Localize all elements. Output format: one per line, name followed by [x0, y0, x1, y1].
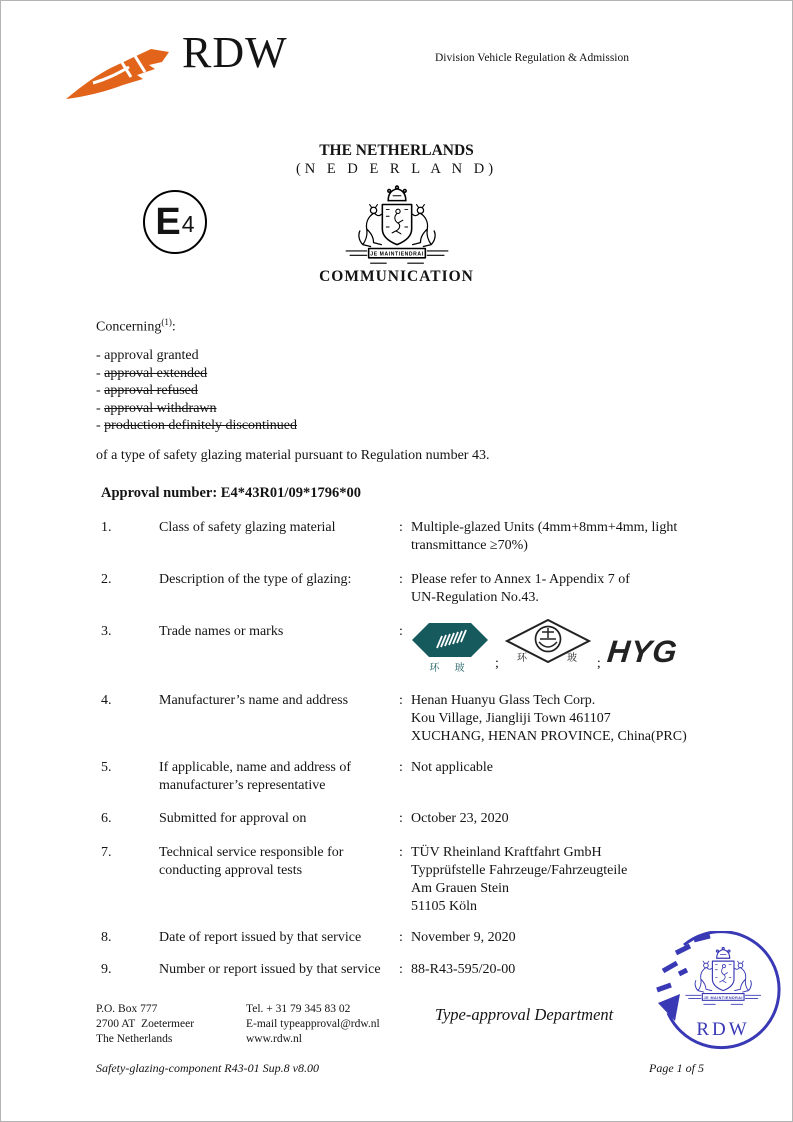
item-colon: :: [399, 845, 403, 860]
item-value-line: Not applicable: [411, 760, 494, 775]
item-number: 8.: [101, 930, 112, 945]
item-label-line: manufacturer’s representative: [159, 778, 326, 793]
item-label-line: If applicable, name and address of: [159, 760, 352, 775]
document-reference: Safety-glazing-component R43-01 Sup.8 v8.00: [96, 1061, 319, 1075]
e4-approval-mark: [143, 190, 207, 254]
item-row-submitted: [101, 810, 762, 828]
logo-separator: ;: [495, 656, 499, 671]
diamond-left-character: 环: [516, 653, 527, 664]
concerning-lead: [96, 314, 716, 336]
item-colon: :: [399, 962, 403, 977]
netherlands-crest-icon: [338, 184, 456, 270]
option-text: approval extended: [104, 365, 208, 381]
stamp-brand: RDW: [696, 1019, 750, 1040]
item-row-manufacturer: [101, 692, 762, 746]
brand-title: RDW: [182, 28, 288, 77]
item-value-line: Typprüfstelle Fahrzeuge/Fahrzeugteile: [411, 863, 628, 878]
e-mark-number: 4: [181, 210, 195, 237]
option-production-discontinued: [96, 417, 716, 435]
department-title: Type-approval Department: [435, 1005, 614, 1024]
item-label-line: Description of the type of glazing:: [159, 572, 352, 587]
item-number: 2.: [101, 572, 112, 587]
item-number: 3.: [101, 624, 112, 639]
option-dash: -: [96, 365, 101, 381]
item-label-line: Submitted for approval on: [159, 811, 307, 826]
diamond-right-character: 玻: [566, 653, 577, 664]
approval-number-value: E4*43R01/09*1796*00: [220, 485, 361, 502]
crest-motto: JE MAINTIENDRAI: [369, 251, 424, 258]
item-colon: :: [399, 693, 403, 708]
item-label-line: Date of report issued by that service: [159, 930, 362, 945]
items-list: [101, 519, 762, 995]
item-value-line: Kou Village, Jiangliji Town 461107: [411, 711, 611, 726]
item-number: 1.: [101, 520, 112, 535]
item-number: 9.: [101, 962, 112, 977]
pursuant-text: of a type of safety glazing material pursuant to Regulation number 43.: [96, 447, 490, 463]
concerning-section: [96, 314, 716, 503]
item-value-line: November 9, 2020: [411, 930, 516, 945]
footer-website: www.rdw.nl: [246, 1033, 303, 1045]
item-row-description: [101, 571, 762, 607]
hexagon-trademark-characters: 环 玻: [429, 663, 471, 674]
footer-address-line: 2700 AT Zoetermeer: [96, 1018, 195, 1030]
footer-email: E-mail typeapproval@rdw.nl: [246, 1018, 380, 1030]
option-text: approval refused: [104, 383, 198, 399]
rdw-feather-logo-icon: [63, 41, 175, 107]
item-colon: :: [399, 624, 403, 639]
option-text: approval granted: [104, 348, 199, 364]
item-value-line: XUCHANG, HENAN PROVINCE, China(PRC): [411, 729, 687, 744]
footer-address-line: The Netherlands: [96, 1033, 173, 1045]
concerning-colon: :: [171, 319, 176, 335]
e-mark-letter: E: [155, 201, 181, 243]
item-number: 4.: [101, 693, 112, 708]
item-value-line: October 23, 2020: [411, 811, 509, 826]
communication-heading: COMMUNICATION: [319, 268, 474, 285]
item-value-line: 88-R43-595/20-00: [411, 962, 516, 977]
item-row-class: [101, 519, 762, 555]
item-colon: :: [399, 930, 403, 945]
option-approval-withdrawn: [96, 400, 716, 418]
item-row-trade-marks: [101, 623, 762, 675]
item-label-line: Number or report issued by that service: [159, 962, 381, 977]
item-value-line: Please refer to Annex 1- Appendix 7 of: [411, 572, 630, 587]
diamond-trademark-icon: [505, 619, 591, 675]
option-dash: -: [96, 348, 101, 364]
country-title: THE NETHERLANDS: [319, 142, 474, 159]
item-label-line: Trade names or marks: [159, 624, 284, 639]
item-value-line: TÜV Rheinland Kraftfahrt GmbH: [411, 845, 602, 860]
item-label-line: Class of safety glazing material: [159, 520, 336, 535]
country-native-title: (N E D E R L A N D): [295, 161, 498, 177]
footer-contact: [246, 1002, 380, 1047]
item-value-line: Am Grauen Stein: [411, 881, 509, 896]
item-colon: :: [399, 760, 403, 775]
option-approval-extended: [96, 365, 716, 383]
footer-address-line: P.O. Box 777: [96, 1003, 158, 1015]
division-title: Division Vehicle Regulation & Admission: [435, 52, 630, 64]
item-value-line: 51105 Köln: [411, 899, 477, 914]
approval-number-label: Approval number:: [101, 485, 218, 502]
option-approval-granted: [96, 347, 716, 365]
item-row-technical-service: [101, 844, 762, 916]
item-colon: :: [399, 811, 403, 826]
item-colon: :: [399, 572, 403, 587]
hyg-wordmark: HYG: [605, 634, 680, 669]
item-label-line: conducting approval tests: [159, 863, 303, 878]
option-approval-refused: [96, 382, 716, 400]
option-text: production definitely discontinued: [104, 418, 298, 434]
footer-phone: Tel. + 31 79 345 83 02: [246, 1003, 351, 1015]
option-dash: -: [96, 400, 101, 416]
logo-separator: ;: [596, 656, 601, 671]
approval-number-line: [101, 485, 716, 503]
footer-address: [96, 1002, 194, 1047]
item-value-line: transmittance ≥70%): [411, 538, 528, 553]
item-number: 6.: [101, 811, 112, 826]
item-value-line: Multiple-glazed Units (4mm+8mm+4mm, light: [411, 520, 678, 535]
rdw-approval-stamp-icon: [646, 931, 793, 1065]
item-label-line: Manufacturer’s name and address: [159, 693, 349, 708]
option-dash: -: [96, 418, 101, 434]
trademark-logos: [411, 619, 680, 675]
footnote-marker: (1): [161, 317, 172, 327]
hexagon-trademark-icon: [411, 621, 489, 675]
item-row-representative: [101, 759, 762, 795]
page-number: Page 1 of 5: [649, 1061, 704, 1075]
item-number: 7.: [101, 845, 112, 860]
option-text: approval withdrawn: [104, 400, 217, 416]
option-dash: -: [96, 383, 101, 399]
item-value-line: Henan Huanyu Glass Tech Corp.: [411, 693, 596, 708]
item-colon: :: [399, 520, 403, 535]
concerning-word: Concerning: [96, 319, 162, 335]
item-value-line: UN-Regulation No.43.: [411, 590, 539, 605]
item-number: 5.: [101, 760, 112, 775]
item-label-line: Technical service responsible for: [159, 845, 344, 860]
